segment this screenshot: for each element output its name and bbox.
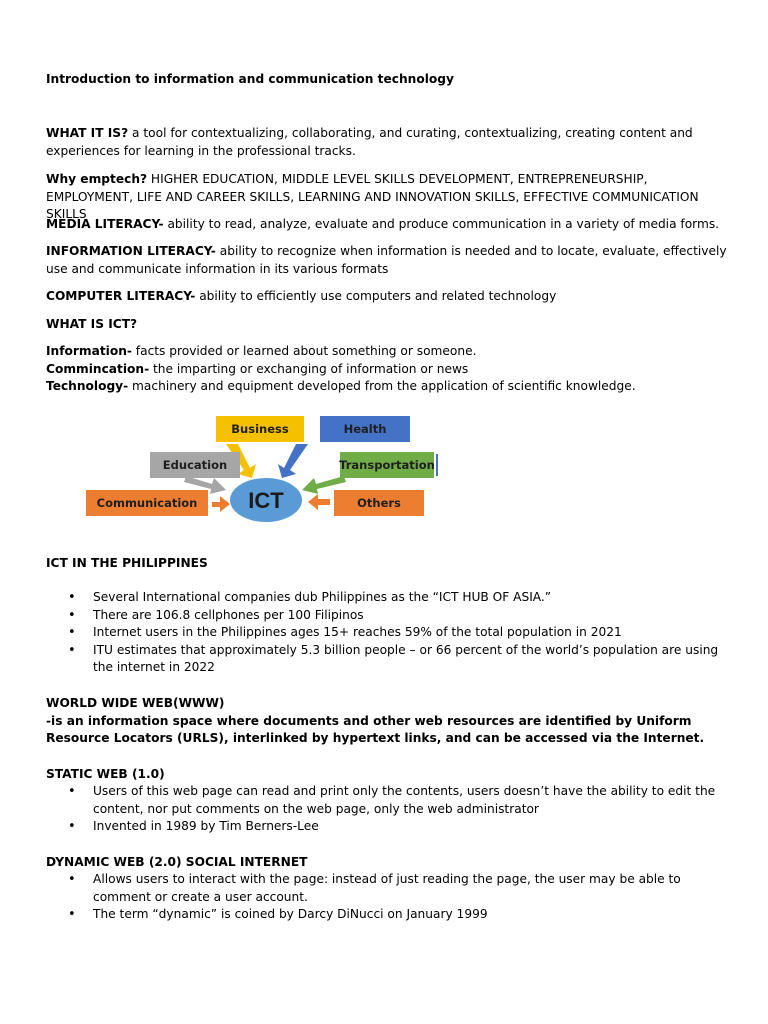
communication-arrow-icon [212,496,230,512]
dynamic-web-list [46,871,736,924]
definition-communication [46,361,636,379]
others-arrow-icon [308,494,330,510]
diagram-edge-mark [436,454,438,476]
information-literacy-paragraph [46,243,736,278]
dynamic-web-title: DYNAMIC WEB (2.0) SOCIAL INTERNET [46,855,308,869]
why-emptech-label: Why emptech? [46,172,148,186]
list-item: • ITU estimates that approximately 5.3 billion people – or 66 percent of the world’s population are using the internet in 2022 [46,642,736,677]
list-item: • Several International companies dub Philippines as the “ICT HUB OF ASIA.” [46,589,736,607]
definition-label: Information- [46,344,132,358]
www-section [46,695,736,748]
media-literacy-text: ability to read, analyze, evaluate and produce communication in a variety of media forms. [163,217,720,231]
www-title: WORLD WIDE WEB(WWW) [46,696,225,710]
business-label: Business [231,422,289,436]
education-label: Education [162,458,228,472]
definition-technology [46,378,636,396]
ict-label: ICT [248,488,284,513]
information-literacy-label: INFORMATION LITERACY- [46,244,216,258]
computer-literacy-paragraph [46,288,556,306]
list-item: • Allows users to interact with the page: instead of just reading the page, the user may be able to comment or create a user account. [46,871,736,906]
definition-text: the imparting or exchanging of information or news [149,361,469,376]
list-item: • Internet users in the Philippines ages 15+ reaches 59% of the total population in 2021 [46,624,736,642]
computer-literacy-text: ability to efficiently use computers and related technology [195,289,557,303]
ph-title: ICT IN THE PHILIPPINES [46,556,208,570]
list-item: • There are 106.8 cellphones per 100 Filipinos [46,607,736,625]
definition-label: Commincation- [46,361,150,376]
list-item: • Invented in 1989 by Tim Berners-Lee [46,818,736,836]
ict-diagram [86,410,446,530]
ph-list [46,589,736,677]
information-literacy-text: ability to recognize when information is needed and to locate, evaluate, effectively use and communicate information in its various formats [46,244,727,276]
communication-label: Communication [96,496,198,510]
media-literacy-label: MEDIA LITERACY- [46,217,164,231]
what-it-is-paragraph [46,125,736,160]
list-item: • The term “dynamic” is coined by Darcy DiNucci on January 1999 [46,906,736,924]
list-item: • Users of this web page can read and print only the contents, users doesn’t have the ability to edit the content, nor put comments on the web page, only the web administrator [46,783,736,818]
definition-text: facts provided or learned about something or someone. [131,344,477,358]
others-label: Others [357,496,401,510]
what-is-ict-heading: WHAT IS ICT? [46,317,138,331]
static-web-title: STATIC WEB (1.0) [46,767,165,781]
computer-literacy-label: COMPUTER LITERACY- [46,289,196,303]
definition-information [46,343,636,361]
what-it-is-text: a tool for contextualizing, collaborating, and curating, contextualizing, creating content and experiences for learning in the professional tracks. [46,126,693,158]
what-it-is-label: WHAT IT IS? [46,126,129,140]
document-title: Introduction to information and communication technology [46,72,454,86]
health-arrow-icon [278,444,308,478]
definition-text: machinery and equipment developed from the application of scientific knowledge. [128,379,636,393]
health-label: Health [343,422,387,436]
www-text: -is an information space where documents and other web resources are identified by Uniform Resource Locators (URLS), interlinked by hypertext links, and can be accessed via the Internet. [46,713,705,745]
why-emptech-text: HIGHER EDUCATION, MIDDLE LEVEL SKILLS DEVELOPMENT, ENTREPRENEURSHIP, EMPLOYMENT, LIFE AND CAREER SKILLS, LEARNING AND INNOVATION SKILLS, EFFECTIVE COMMUNICATION SKILLS [46,172,699,221]
transportation-label: Transportation [339,458,435,472]
media-literacy-paragraph [46,216,719,234]
definition-label: Technology- [46,379,129,393]
definitions-list [46,343,636,396]
static-web-list [46,783,736,836]
